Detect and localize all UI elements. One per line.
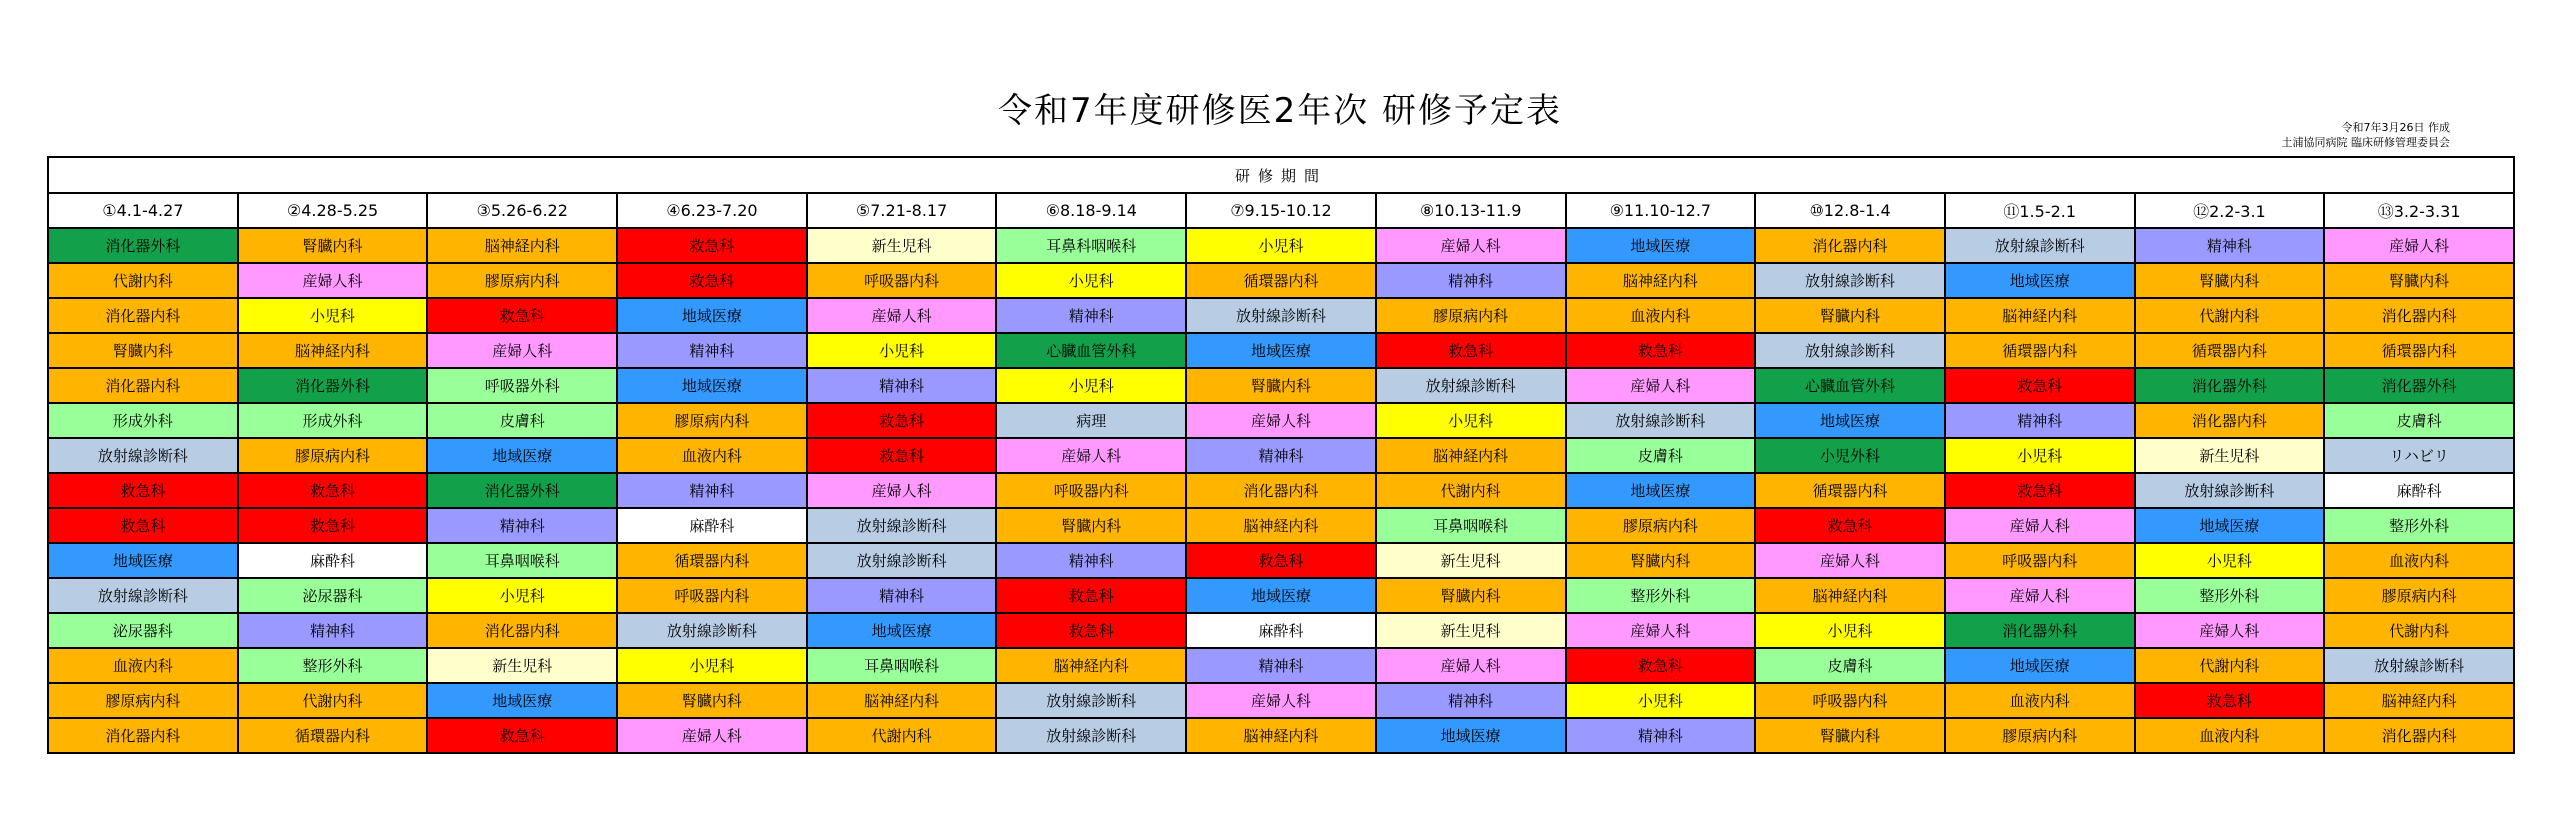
schedule-cell: 血液内科 — [617, 438, 807, 473]
period-header-cell: ⑤7.21-8.17 — [807, 193, 997, 228]
schedule-cell: 精神科 — [1186, 438, 1376, 473]
schedule-cell: 放射線診断科 — [48, 578, 238, 613]
schedule-cell: 皮膚科 — [427, 403, 617, 438]
schedule-cell: 呼吸器内科 — [996, 473, 1186, 508]
schedule-cell: 地域医療 — [48, 543, 238, 578]
schedule-cell: 脳神経内科 — [238, 333, 428, 368]
period-header-cell: ⑪1.5-2.1 — [1945, 193, 2135, 228]
schedule-cell: 腎臓内科 — [1376, 578, 1566, 613]
schedule-cell: 整形外科 — [2135, 578, 2325, 613]
schedule-cell: 腎臓内科 — [2324, 263, 2514, 298]
period-header-cell: ⑥8.18-9.14 — [996, 193, 1186, 228]
schedule-cell: 地域医療 — [617, 368, 807, 403]
schedule-cell: 脳神経内科 — [1376, 438, 1566, 473]
schedule-cell: 救急科 — [48, 508, 238, 543]
schedule-cell: 膠原病内科 — [617, 403, 807, 438]
schedule-cell: 新生児科 — [807, 228, 997, 263]
schedule-cell: 精神科 — [807, 578, 997, 613]
schedule-cell: 代謝内科 — [1376, 473, 1566, 508]
schedule-row — [48, 543, 2514, 578]
period-header-row — [48, 193, 2514, 228]
schedule-cell: 膠原病内科 — [2324, 578, 2514, 613]
schedule-cell: 産婦人科 — [996, 438, 1186, 473]
schedule-cell: 産婦人科 — [1566, 613, 1756, 648]
schedule-cell: 精神科 — [617, 333, 807, 368]
schedule-cell: 救急科 — [807, 403, 997, 438]
schedule-row — [48, 403, 2514, 438]
schedule-cell: 消化器外科 — [1945, 613, 2135, 648]
schedule-cell: 腎臓内科 — [1186, 368, 1376, 403]
schedule-cell: 皮膚科 — [2324, 403, 2514, 438]
schedule-row — [48, 613, 2514, 648]
period-header-cell: ⑩12.8-1.4 — [1755, 193, 1945, 228]
period-header-cell: ③5.26-6.22 — [427, 193, 617, 228]
schedule-cell: 救急科 — [238, 473, 428, 508]
schedule-cell: 消化器外科 — [2135, 368, 2325, 403]
schedule-cell: 消化器外科 — [2324, 368, 2514, 403]
schedule-cell: 循環器内科 — [1755, 473, 1945, 508]
schedule-cell: 消化器内科 — [1186, 473, 1376, 508]
schedule-cell: 循環器内科 — [2324, 333, 2514, 368]
schedule-cell: 脳神経内科 — [1755, 578, 1945, 613]
schedule-cell: 地域医療 — [617, 298, 807, 333]
schedule-cell: 精神科 — [427, 508, 617, 543]
schedule-cell: 地域医療 — [1566, 228, 1756, 263]
schedule-cell: 産婦人科 — [238, 263, 428, 298]
schedule-cell: 産婦人科 — [2135, 613, 2325, 648]
schedule-cell: 脳神経内科 — [807, 683, 997, 718]
schedule-cell: 呼吸器内科 — [617, 578, 807, 613]
schedule-cell: 救急科 — [1945, 473, 2135, 508]
schedule-cell: 腎臓内科 — [617, 683, 807, 718]
schedule-cell: 精神科 — [807, 368, 997, 403]
schedule-cell: 代謝内科 — [48, 263, 238, 298]
schedule-cell: 救急科 — [807, 438, 997, 473]
period-header-cell: ⑨11.10-12.7 — [1566, 193, 1756, 228]
schedule-cell: 脳神経内科 — [1186, 718, 1376, 753]
schedule-cell: 精神科 — [2135, 228, 2325, 263]
schedule-row — [48, 333, 2514, 368]
schedule-cell: 救急科 — [1566, 648, 1756, 683]
schedule-row — [48, 683, 2514, 718]
schedule-cell: 循環器内科 — [617, 543, 807, 578]
schedule-cell: 産婦人科 — [1376, 228, 1566, 263]
schedule-cell: 救急科 — [2135, 683, 2325, 718]
document-meta — [2282, 120, 2451, 150]
schedule-cell: 麻酔科 — [2324, 473, 2514, 508]
schedule-cell: 産婦人科 — [1186, 403, 1376, 438]
schedule-cell: 救急科 — [996, 613, 1186, 648]
schedule-cell: 脳神経内科 — [427, 228, 617, 263]
training-period-header: 研修期間 — [48, 157, 2514, 193]
schedule-cell: 腎臓内科 — [48, 333, 238, 368]
schedule-cell: 放射線診断科 — [996, 718, 1186, 753]
schedule-cell: 放射線診断科 — [807, 508, 997, 543]
period-header-cell: ④6.23-7.20 — [617, 193, 807, 228]
schedule-cell: 産婦人科 — [807, 298, 997, 333]
period-header-cell: ①4.1-4.27 — [48, 193, 238, 228]
schedule-cell: 腎臓内科 — [1755, 298, 1945, 333]
schedule-cell: 病理 — [996, 403, 1186, 438]
period-header-cell: ②4.28-5.25 — [238, 193, 428, 228]
schedule-cell: 放射線診断科 — [996, 683, 1186, 718]
schedule-cell: 代謝内科 — [2135, 298, 2325, 333]
schedule-cell: 新生児科 — [427, 648, 617, 683]
schedule-cell: 地域医療 — [1945, 263, 2135, 298]
schedule-cell: 腎臓内科 — [996, 508, 1186, 543]
schedule-cell: 消化器内科 — [1755, 228, 1945, 263]
table-banner-row — [48, 157, 2514, 193]
schedule-cell: 耳鼻科咽喉科 — [996, 228, 1186, 263]
schedule-cell: 代謝内科 — [807, 718, 997, 753]
schedule-cell: 腎臓内科 — [238, 228, 428, 263]
schedule-cell: 小児科 — [996, 263, 1186, 298]
schedule-cell: 整形外科 — [2324, 508, 2514, 543]
schedule-cell: 血液内科 — [2135, 718, 2325, 753]
schedule-cell: 救急科 — [1945, 368, 2135, 403]
schedule-cell: 消化器内科 — [427, 613, 617, 648]
schedule-cell: 腎臓内科 — [1755, 718, 1945, 753]
period-header-cell: ⑬3.2-3.31 — [2324, 193, 2514, 228]
schedule-row — [48, 263, 2514, 298]
schedule-row — [48, 578, 2514, 613]
schedule-cell: 放射線診断科 — [1566, 403, 1756, 438]
schedule-cell: 皮膚科 — [1566, 438, 1756, 473]
schedule-cell: 救急科 — [1566, 333, 1756, 368]
schedule-cell: 小児科 — [1566, 683, 1756, 718]
schedule-cell: 救急科 — [1186, 543, 1376, 578]
schedule-cell: 産婦人科 — [1186, 683, 1376, 718]
schedule-cell: 産婦人科 — [1945, 508, 2135, 543]
schedule-cell: 腎臓内科 — [2135, 263, 2325, 298]
schedule-cell: 精神科 — [617, 473, 807, 508]
schedule-cell: 膠原病内科 — [427, 263, 617, 298]
schedule-cell: 形成外科 — [48, 403, 238, 438]
schedule-cell: 精神科 — [1376, 263, 1566, 298]
schedule-cell: 循環器内科 — [2135, 333, 2325, 368]
schedule-cell: 精神科 — [1566, 718, 1756, 753]
schedule-cell: 産婦人科 — [2324, 228, 2514, 263]
schedule-cell: 地域医療 — [1376, 718, 1566, 753]
schedule-cell: 地域医療 — [427, 438, 617, 473]
schedule-row — [48, 473, 2514, 508]
schedule-cell: 皮膚科 — [1755, 648, 1945, 683]
schedule-cell: 腎臓内科 — [1566, 543, 1756, 578]
schedule-row — [48, 648, 2514, 683]
schedule-cell: 消化器内科 — [2135, 403, 2325, 438]
schedule-cell: 放射線診断科 — [2324, 648, 2514, 683]
training-schedule-table — [47, 156, 2515, 754]
schedule-cell: 呼吸器内科 — [807, 263, 997, 298]
schedule-row — [48, 438, 2514, 473]
schedule-cell: 泌尿器科 — [238, 578, 428, 613]
schedule-cell: 耳鼻咽喉科 — [1376, 508, 1566, 543]
schedule-cell: 新生児科 — [2135, 438, 2325, 473]
schedule-cell: 代謝内科 — [2324, 613, 2514, 648]
schedule-cell: 膠原病内科 — [1566, 508, 1756, 543]
schedule-cell: 地域医療 — [2135, 508, 2325, 543]
schedule-cell: 救急科 — [617, 263, 807, 298]
schedule-cell: 放射線診断科 — [1376, 368, 1566, 403]
schedule-cell: 精神科 — [1376, 683, 1566, 718]
schedule-cell: 小児科 — [1186, 228, 1376, 263]
page-title: 令和7年度研修医2年次 研修予定表 — [997, 90, 1563, 131]
schedule-cell: 小児科 — [617, 648, 807, 683]
schedule-cell: 産婦人科 — [1376, 648, 1566, 683]
schedule-cell: 放射線診断科 — [1755, 263, 1945, 298]
schedule-cell: 脳神経内科 — [2324, 683, 2514, 718]
schedule-cell: 膠原病内科 — [48, 683, 238, 718]
schedule-cell: 血液内科 — [48, 648, 238, 683]
schedule-cell: 耳鼻咽喉科 — [427, 543, 617, 578]
schedule-cell: 小児外科 — [1755, 438, 1945, 473]
schedule-cell: リハビリ — [2324, 438, 2514, 473]
schedule-cell: 耳鼻咽喉科 — [807, 648, 997, 683]
schedule-cell: 呼吸器内科 — [1755, 683, 1945, 718]
schedule-cell: 小児科 — [1376, 403, 1566, 438]
schedule-cell: 放射線診断科 — [1945, 228, 2135, 263]
schedule-cell: 救急科 — [427, 298, 617, 333]
schedule-cell: 血液内科 — [1566, 298, 1756, 333]
schedule-cell: 放射線診断科 — [617, 613, 807, 648]
period-header-cell: ⑦9.15-10.12 — [1186, 193, 1376, 228]
schedule-cell: 小児科 — [427, 578, 617, 613]
schedule-cell: 循環器内科 — [1945, 333, 2135, 368]
schedule-cell: 地域医療 — [1945, 648, 2135, 683]
schedule-cell: 地域医療 — [1755, 403, 1945, 438]
schedule-cell: 放射線診断科 — [1186, 298, 1376, 333]
schedule-cell: 脳神経内科 — [1945, 298, 2135, 333]
schedule-cell: 放射線診断科 — [48, 438, 238, 473]
schedule-cell: 小児科 — [238, 298, 428, 333]
schedule-cell: 放射線診断科 — [1755, 333, 1945, 368]
schedule-cell: 産婦人科 — [617, 718, 807, 753]
schedule-cell: 小児科 — [996, 368, 1186, 403]
schedule-cell: 膠原病内科 — [1945, 718, 2135, 753]
schedule-cell: 消化器外科 — [48, 228, 238, 263]
schedule-cell: 救急科 — [48, 473, 238, 508]
schedule-cell: 救急科 — [1376, 333, 1566, 368]
schedule-cell: 脳神経内科 — [1566, 263, 1756, 298]
schedule-cell: 救急科 — [238, 508, 428, 543]
schedule-cell: 麻酔科 — [617, 508, 807, 543]
created-date: 令和7年3月26日 作成 — [2341, 121, 2450, 134]
schedule-cell: 地域医療 — [807, 613, 997, 648]
schedule-cell: 地域医療 — [1186, 333, 1376, 368]
schedule-cell: 膠原病内科 — [1376, 298, 1566, 333]
schedule-cell: 救急科 — [996, 578, 1186, 613]
schedule-cell: 放射線診断科 — [807, 543, 997, 578]
schedule-cell: 産婦人科 — [1945, 578, 2135, 613]
schedule-cell: 脳神経内科 — [996, 648, 1186, 683]
schedule-cell: 麻酔科 — [238, 543, 428, 578]
schedule-cell: 産婦人科 — [807, 473, 997, 508]
schedule-cell: 消化器内科 — [48, 298, 238, 333]
schedule-cell: 心臓血管外科 — [996, 333, 1186, 368]
schedule-cell: 循環器内科 — [238, 718, 428, 753]
schedule-cell: 救急科 — [1755, 508, 1945, 543]
schedule-cell: 循環器内科 — [1186, 263, 1376, 298]
schedule-cell: 消化器外科 — [238, 368, 428, 403]
period-header-cell: ⑫2.2-3.1 — [2135, 193, 2325, 228]
schedule-cell: 麻酔科 — [1186, 613, 1376, 648]
schedule-cell: 産婦人科 — [427, 333, 617, 368]
schedule-cell: 消化器内科 — [48, 718, 238, 753]
schedule-cell: 産婦人科 — [1566, 368, 1756, 403]
schedule-cell: 血液内科 — [2324, 543, 2514, 578]
schedule-cell: 救急科 — [617, 228, 807, 263]
schedule-cell: 消化器内科 — [48, 368, 238, 403]
schedule-cell: 呼吸器外科 — [427, 368, 617, 403]
schedule-row — [48, 228, 2514, 263]
schedule-cell: 泌尿器科 — [48, 613, 238, 648]
schedule-cell: 精神科 — [1186, 648, 1376, 683]
schedule-body — [48, 228, 2514, 753]
schedule-cell: 精神科 — [996, 543, 1186, 578]
schedule-cell: 小児科 — [1945, 438, 2135, 473]
schedule-row — [48, 298, 2514, 333]
schedule-cell: 形成外科 — [238, 403, 428, 438]
schedule-cell: 脳神経内科 — [1186, 508, 1376, 543]
schedule-cell: 精神科 — [238, 613, 428, 648]
schedule-cell: 消化器外科 — [427, 473, 617, 508]
schedule-cell: 新生児科 — [1376, 613, 1566, 648]
schedule-cell: 小児科 — [2135, 543, 2325, 578]
schedule-cell: 整形外科 — [1566, 578, 1756, 613]
schedule-cell: 代謝内科 — [238, 683, 428, 718]
schedule-row — [48, 508, 2514, 543]
period-header-cell: ⑧10.13-11.9 — [1376, 193, 1566, 228]
schedule-cell: 心臓血管外科 — [1755, 368, 1945, 403]
schedule-cell: 産婦人科 — [1755, 543, 1945, 578]
schedule-cell: 放射線診断科 — [2135, 473, 2325, 508]
schedule-cell: 消化器内科 — [2324, 718, 2514, 753]
schedule-cell: 精神科 — [1945, 403, 2135, 438]
committee-name: 土浦協同病院 臨床研修管理委員会 — [2281, 136, 2450, 149]
schedule-cell: 地域医療 — [1186, 578, 1376, 613]
schedule-row — [48, 368, 2514, 403]
schedule-cell: 精神科 — [996, 298, 1186, 333]
schedule-row — [48, 718, 2514, 753]
schedule-cell: 地域医療 — [1566, 473, 1756, 508]
schedule-cell: 代謝内科 — [2135, 648, 2325, 683]
schedule-cell: 小児科 — [1755, 613, 1945, 648]
schedule-cell: 整形外科 — [238, 648, 428, 683]
schedule-cell: 新生児科 — [1376, 543, 1566, 578]
schedule-cell: 小児科 — [807, 333, 997, 368]
schedule-cell: 救急科 — [427, 718, 617, 753]
schedule-cell: 血液内科 — [1945, 683, 2135, 718]
schedule-cell: 膠原病内科 — [238, 438, 428, 473]
schedule-cell: 地域医療 — [427, 683, 617, 718]
schedule-cell: 消化器内科 — [2324, 298, 2514, 333]
schedule-cell: 呼吸器内科 — [1945, 543, 2135, 578]
